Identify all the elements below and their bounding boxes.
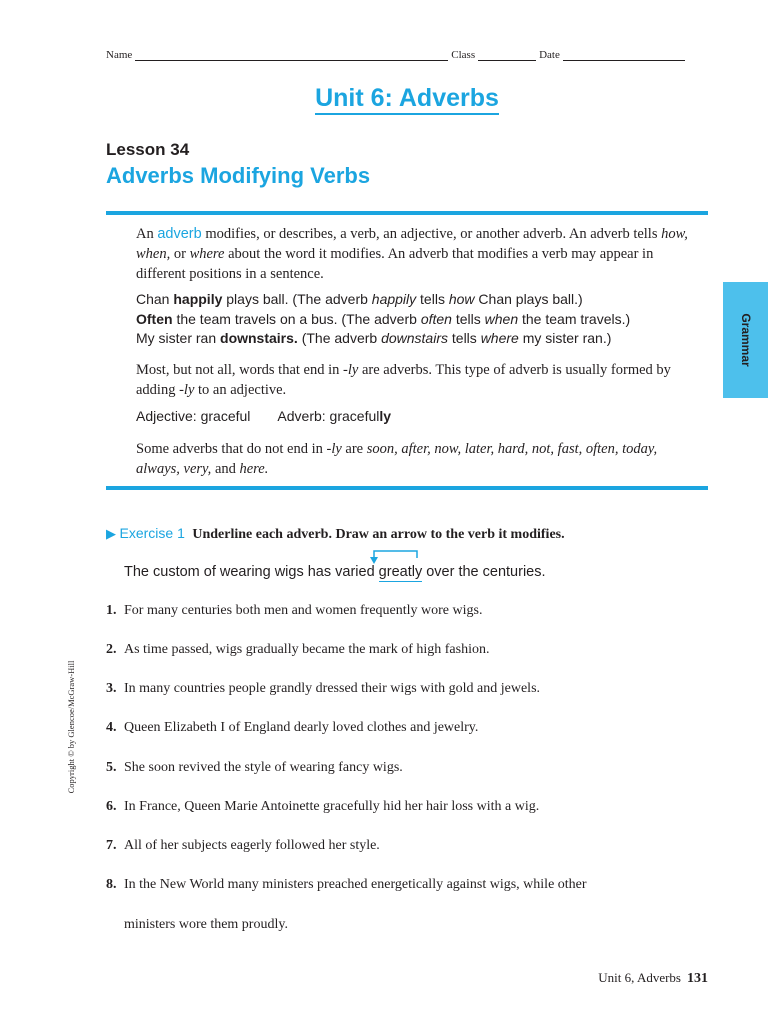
list-item[interactable]: 4. Queen Elizabeth I of England dearly loved clothes and jewelry. [106,720,479,735]
grammar-tab [723,282,768,398]
example-adverb: greatly [378,564,423,580]
exercise-instruction: Underline each adverb. Draw an arrow to the verb it modifies. [192,527,565,542]
list-item[interactable]: 3. In many countries people grandly dressed their wigs with gold and jewels. [106,681,541,696]
ly-paragraph: Most, but not all, words that end in -ly are adverbs. This type of adverb is usually formed by adding -ly to an adjective. [136,362,671,398]
student-info-line [106,49,708,61]
example-often: Often the team travels on a bus. (The adverb often tells when the team travels.) [136,310,631,327]
bottom-rule [106,486,708,490]
name-label: Name [106,49,133,61]
lesson-number: Lesson 34 [106,140,190,159]
list-item[interactable]: 6. In France, Queen Marie Antoinette gracefully hid her hair loss with a wig. [106,799,540,814]
list-item[interactable]: 5. She soon revived the style of wearing fancy wigs. [106,760,403,775]
list-item[interactable]: 7. All of her subjects eagerly followed her style. [106,838,380,853]
footer-label: Unit 6, Adverbs [598,970,681,985]
example-sentences [136,290,696,349]
grammar-tab-label: Grammar [738,313,753,367]
page-number: 131 [687,971,708,986]
date-label: Date [539,49,560,61]
non-ly-paragraph: Some adverbs that do not end in -ly are soon, after, now, later, hard, not, fast, often, today, always, very, and here. [136,441,658,477]
list-item-continuation[interactable]: ministers wore them proudly. [124,917,288,932]
list-item[interactable]: 2. As time passed, wigs gradually became the mark of high fashion. [106,642,490,657]
exercise-heading [106,525,565,543]
exercise-label: Exercise 1 [119,525,185,541]
page-footer [560,970,708,987]
unit-title: Unit 6: Adverbs [0,84,768,113]
adjective-example: Adjective: graceful [136,408,251,424]
date-blank[interactable] [563,50,685,61]
copyright-notice: Copyright © by Glencoe/McGraw-Hill [66,660,76,794]
arrow-annotation-icon [368,546,422,566]
play-triangle-icon: ▶ [106,526,116,541]
adverb-example: Adverb: gracefully [277,408,392,424]
top-rule [106,211,708,215]
example-downstairs: My sister ran downstairs. (The adverb downstairs tells where my sister ran.) [136,330,612,346]
class-blank[interactable] [478,50,536,61]
lesson-title: Adverbs Modifying Verbs [106,163,371,188]
list-item[interactable]: 1. For many centuries both men and women frequently wore wigs. [106,603,483,618]
name-blank[interactable] [135,50,448,61]
adjective-adverb-example [136,406,696,426]
list-item[interactable]: 8. In the New World many ministers preached energetically against wigs, while other [106,877,587,892]
exercise-example: The custom of wearing wigs has varied greatly over the centuries. [124,564,546,580]
adverb-term: adverb [157,226,202,242]
class-label: Class [451,49,476,61]
example-happily: Chan happily plays ball. (The adverb happily tells how Chan plays ball.) [136,291,583,307]
intro-paragraph: An adverb modifies, or describes, a verb, an adjective, or another adverb. An adverb tells how, when, or where about the word it modifies. An adverb that modifies a verb may appear in different positions in a sentence. [136,226,688,282]
